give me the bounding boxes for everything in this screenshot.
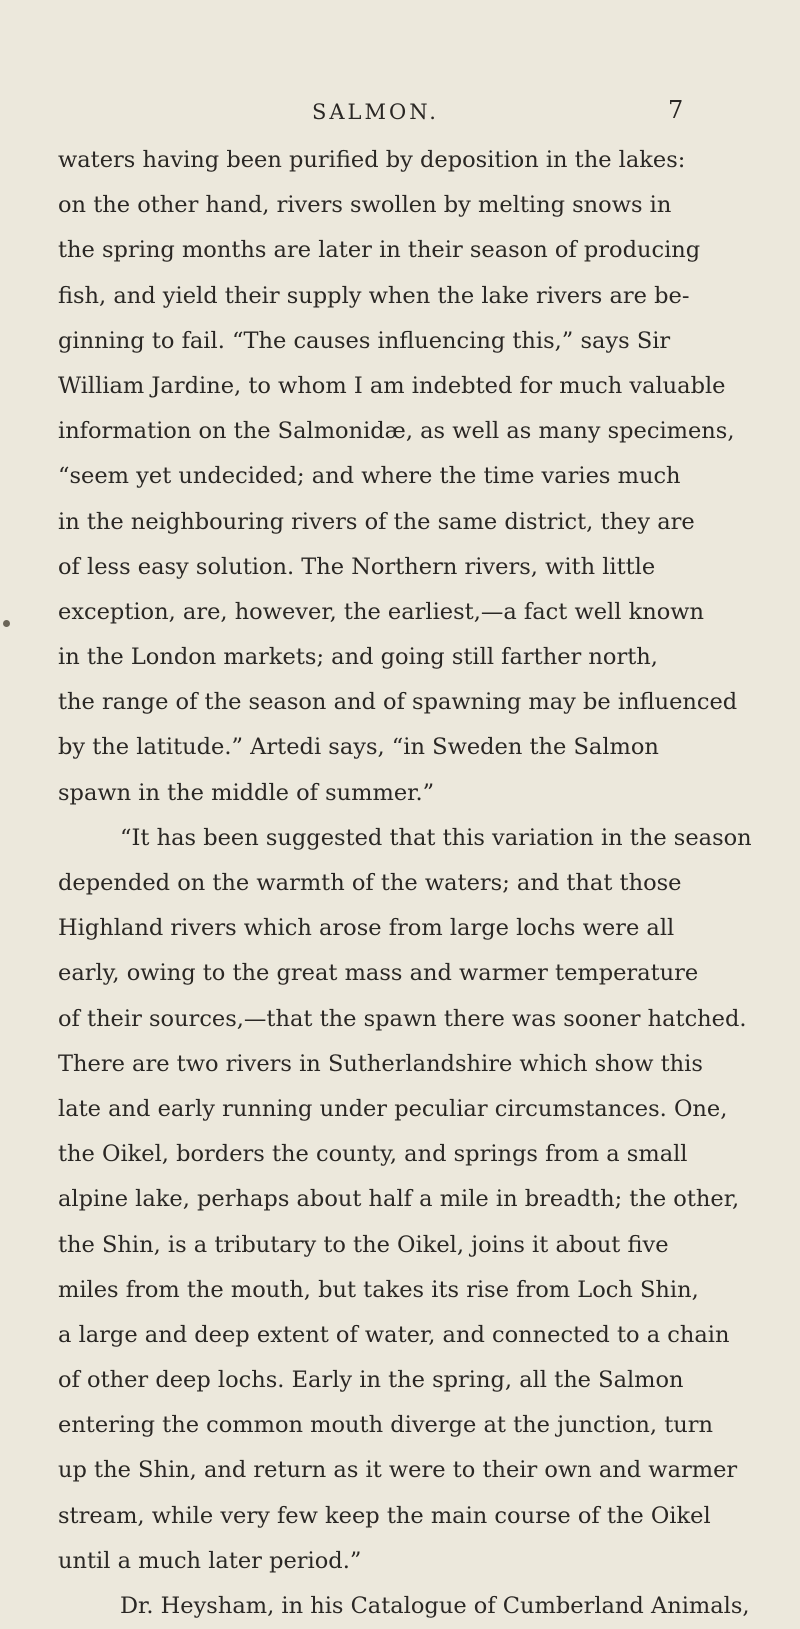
page-header [0,94,800,134]
text-line: miles from the mouth, but takes its rise from Loch Shin, [58,1276,699,1303]
text-line: up the Shin, and return as it were to their own and warmer [58,1457,738,1484]
text-line: of other deep lochs. Early in the spring, all the Salmon [58,1367,684,1394]
text-line: stream, while very few keep the main course of the Oikel [58,1502,711,1529]
text-line: of less easy solution. The Northern rivers, with little [58,553,656,580]
page-number: 7 [668,96,684,124]
text-line: waters having been purified by deposition in the lakes: [58,147,686,173]
text-line: “seem yet undecided; and where the time varies much [58,463,681,490]
text-line: depended on the warmth of the waters; and that those [58,870,682,896]
text-line: William Jardine, to whom I am indebted for much valuable [58,372,726,399]
text-line: early, owing to the great mass and warmer temperature [58,960,699,987]
text-line: a large and deep extent of water, and connected to a chain [58,1321,730,1348]
text-line: the Shin, is a tributary to the Oikel, joins it about five [58,1231,669,1258]
text-line: information on the Salmonidæ, as well as many specimens, [58,418,735,445]
text-line: the range of the season and of spawning may be influenced [58,689,738,716]
text-line: “It has been suggested that this variation in the season [120,824,752,851]
text-line: of their sources,—that the spawn there was sooner hatched. [58,1005,747,1032]
margin-ink-spot [3,620,10,627]
text-line: spawn in the middle of summer.” [58,779,435,806]
text-line: fish, and yield their supply when the lake rivers are be- [58,282,690,309]
text-line: alpine lake, perhaps about half a mile in breadth; the other, [58,1186,740,1213]
text-line: the Oikel, borders the county, and springs from a small [58,1141,688,1168]
text-line: exception, are, however, the earliest,—a fact well known [58,598,704,625]
text-line: in the London markets; and going still farther north, [58,644,658,671]
text-line: entering the common mouth diverge at the junction, turn [58,1412,714,1439]
text-line: There are two rivers in Sutherlandshire which show this [58,1050,703,1077]
text-line: the spring months are later in their season of producing [58,237,701,264]
text-line: on the other hand, rivers swollen by melting snows in [58,192,672,219]
text-line: until a much later period.” [58,1547,362,1574]
text-line: by the latitude.” Artedi says, “in Sweden the Salmon [58,734,659,761]
text-line: ginning to fail. “The causes influencing this,” says Sir [58,327,671,354]
text-line: late and early running under peculiar circumstances. One, [58,1095,728,1122]
text-line: in the neighbouring rivers of the same district, they are [58,508,695,535]
running-head: SALMON. [312,100,439,124]
body-text [58,138,752,1629]
text-line: Dr. Heysham, in his Catalogue of Cumberland Animals, [120,1593,750,1619]
text-line: Highland rivers which arose from large lochs were all [58,915,675,942]
